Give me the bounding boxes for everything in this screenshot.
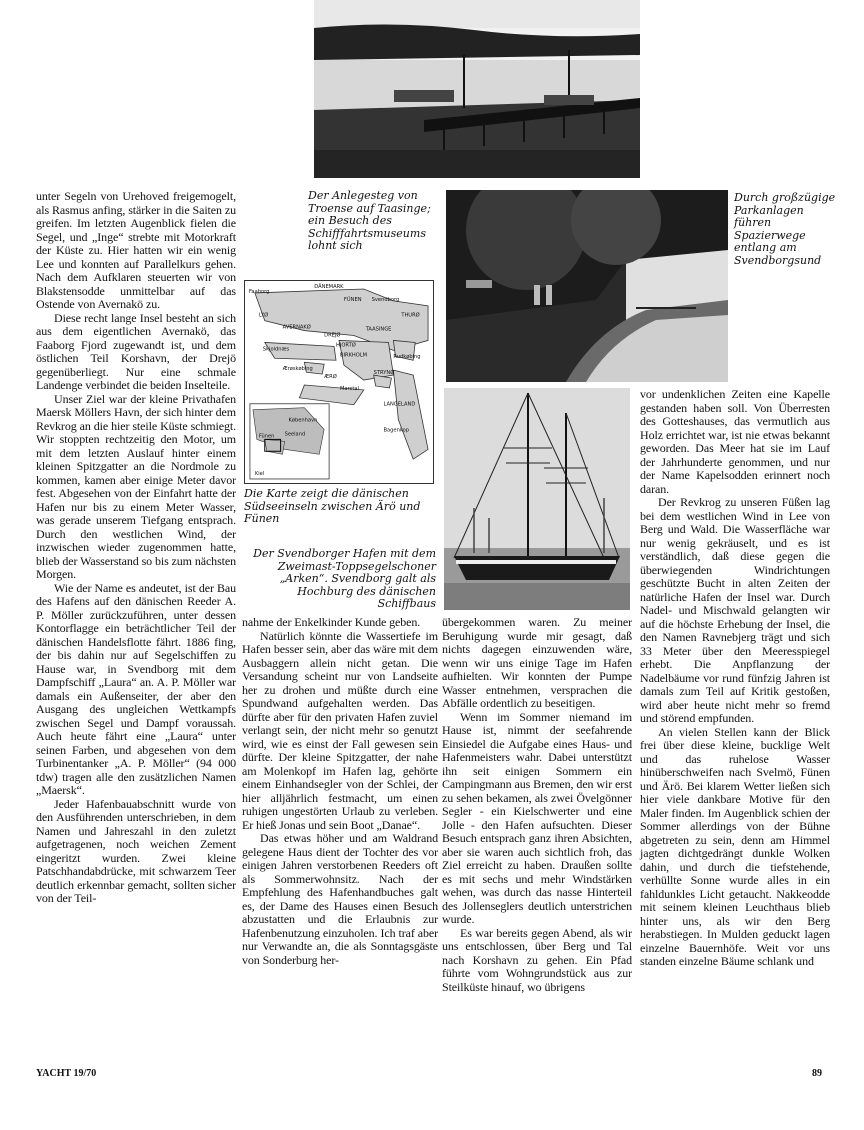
paragraph: Diese recht lange Insel besteht an sich aus dem eigentlichen Avernakö, das Faaborg Fjord zugewandt ist, und dem östlichen Teil Korshavn, der Drejö gegenüberliegt. Nur eine schmale Landenge verbindet die beiden Inselteile. bbox=[36, 310, 236, 392]
caption-park: Durch großzügige Parkanlagen führen Spazierwege entlang am Svendborgsund bbox=[734, 191, 836, 267]
schooner-photo bbox=[444, 388, 630, 610]
paragraph: Unser Ziel war der kleine Privathafen Maersk Möllers Havn, der sich hinter dem Revkrog an die hier steile Küste schmiegt. Wir stoppten rechtzeitig den Motor, um mit dem letzten Auslauf hinter einem kleinen Spitzgatter an die Nordmole zu kommen, kamen aber einige Meter davor fest. Abgesehen von der Einfahrt hatte der Hafen nur bis zu einem Meter Wasser, was gerade unserem Tiefgang entsprach. Durch den westlichen Wind, der inzwischen wieder zugenommen hatte, blieb der Wasserstand so bis zum nächsten Morgen. bbox=[36, 391, 236, 581]
map-label-skjoldnes: Skjoldnæs bbox=[262, 346, 290, 353]
paragraph: Wenn im Sommer niemand im Hause ist, nimmt der seefahrende Einsiedel die Aufgabe eines Haus- und Hafenmeisters wahr. Dabei unterstützt ihn seit einigen Sommern ein Campingmann aus Bremen, den wir erst zu sehen bekamen, als zwei Övelgönner Segler - ein Kielschwerter und eine Jolle - den Hafen aufsuchten. Dieser Besuch entsprach ganz ihren Absichten, aber sie waren auch sichtlich froh, das Ziel erreicht zu haben. Draußen sollte es mit sechs und mehr Windstärken wehen, was durch das nasse Hinterteil des Jollenseglers deutlich unterstrichen wurde. bbox=[442, 709, 632, 926]
paragraph: Wie der Name es andeutet, ist der Bau des Hafens auf den dänischen Reeder A. P. Möller zurückzuführen, unter dessen Kontorflagge ein beträchtlicher Teil der dänischen Handelsflotte fährt. 1886 fing, der bis dahin nur auf Segelschiffen zu Hause war, in Svendborg mit dem Dampfschiff „Laura“ an. A. P. Möller war damals ein Außenseiter, der aber den Ausgang des ungleichen Wettkampfs zwischen Segel und Dampf voraussah. Auch heute fährt eine „Laura“ unter seinen Farben, und abgesehen von dem Turbinentanker „A. P. Möller“ (94 000 tdw) tragen alle den zusätzlichen Namen „Maersk“. bbox=[36, 580, 236, 797]
map-label-marstal: Marstal bbox=[339, 385, 359, 392]
caption-schooner: Der Svendborger Hafen mit dem Zweimast-Toppsegelschoner „Arken“. Svendborg galt als Hochburg des dänischen Schiffbaus bbox=[253, 547, 436, 610]
map-label-langeland: LANGELAND bbox=[383, 401, 416, 408]
map-label-hjorto: HJORTØ bbox=[336, 342, 356, 349]
paragraph: nahme der Enkelkinder Kunde geben. bbox=[242, 615, 421, 629]
paragraph: übergekommen waren. Zu meiner Beruhigung wurde mir gesagt, daß nichts dagegen einzuwenden wäre, wenn wir uns einige Tage im Hafen aufhielten. Wir konnten der Pumpe Wasser entnehmen, versprachen die Abfälle ordentlich zu beseitigen. bbox=[442, 615, 632, 710]
text-column-2 bbox=[242, 616, 438, 967]
paragraph: Jeder Hafenbauabschnitt wurde von den Ausführenden unterschrieben, in dem Namen und Jahreszahl in den zuletzt aufgetragenen, noch weichen Zement eingeritzt wurden. Zwei kleine Patschhandabdrücke, mit schwarzem Teer deutlich erkennbar gemacht, sollten sicher von der Teil- bbox=[36, 796, 236, 905]
map-label-aero: ÆRØ bbox=[324, 374, 337, 381]
page-number: 89 bbox=[812, 1068, 822, 1079]
paragraph: unter Segeln von Urehoved freigemogelt, als Rasmus anfing, stärker in die Saiten zu greifen. Im letzten Augenblick fielen die Segel, und „Inge“ strebte mit Motorkraft der Küste zu. Hier hatten wir ein wenig Lee und konnten auf Parallelkurs gehen. Nach dem Aufklaren steuerten wir von Blakstensodde unmittelbar auf das Ostende von Avernakö zu. bbox=[36, 189, 236, 311]
map-label-kiel: Kiel bbox=[254, 471, 265, 478]
map-label-fuenen-inset: Fünen bbox=[258, 433, 275, 440]
map-label-svendborg: Svendborg bbox=[371, 296, 400, 303]
paragraph: Natürlich könnte die Wassertiefe im Hafen besser sein, aber das wäre mit dem Ausbaggern allein nicht getan. Die Versandung scheint nur von Landseite her zu drohen und müßte durch eine Spundwand aufgehalten werden. Das dürfte aber für den privaten Hafen zuviel verlangt sein, der nicht mehr so genutzt wird, wie es einst der Fall gewesen sein dürfte. Der kleine Spitzgatter, der nahe am Molenkopf im Hafen lag, gehörte einem Einhandsegler von der Schlei, der hier alljährlich festmacht, um einen ruhigen ungestörten Urlaub zu verleben. Er hieß Jonas und sein Boot „Danae“. bbox=[242, 628, 438, 832]
map-label-taasinge: TAASINGE bbox=[365, 326, 392, 333]
map-label-kobenhavn: København bbox=[288, 417, 318, 424]
paragraph: An vielen Stellen kann der Blick frei über diese kleine, bucklige Welt und das ruhelose Wasser hinüberschweifen nach Svelmö, Fünen und Ärö. Bei klarem Wetter ließen sich hier viele dankbare Motive für den Maler finden. Im Augenblick schien der Sommer allerdings von der Bühne abgetreten zu sein, denn am Himmel jagten dichtgedrängt dunkle Wolken dahin, und durch die tiefstehende, verhüllte Sonne wurde alles in ein fahldunkles Licht getaucht. Nakkeodde mit seinem kleinen Leuchthaus blieb hinter uns, als wir den Berg herabstiegen. In Mulden geduckt lagen einzelne Bauernhöfe. Weit vor uns standen einzelne Bäume schlank und bbox=[640, 724, 830, 968]
map-label-rudkobing: Rudkøbing bbox=[393, 354, 421, 361]
caption-map: Die Karte zeigt die dänischen Südseeinseln zwischen Ärö und Fünen bbox=[244, 487, 421, 525]
map-label-seeland: Seeland bbox=[284, 431, 306, 438]
text-column-3 bbox=[442, 616, 632, 994]
map-label-funen: FÜNEN bbox=[343, 296, 362, 303]
map-label-thuro: THURØ bbox=[401, 312, 420, 319]
footer-issue: YACHT 19/70 bbox=[36, 1068, 97, 1079]
map-label-faaborg: Faaborg bbox=[248, 288, 270, 295]
harbor-pier-photo bbox=[314, 0, 640, 178]
map-label-danemark: DÄNEMARK bbox=[314, 284, 344, 290]
text-column-1 bbox=[36, 190, 236, 906]
map-label-stryno: STRYNØ bbox=[373, 370, 395, 377]
paragraph: Es war bereits gegen Abend, als wir uns entschlossen, über Berg und Tal nach Korshavn zu gehen. Ein Pfad führte vom Wohngrundstück aus zur Steilküste hinauf, wo übrigens bbox=[442, 925, 632, 994]
paragraph: vor undenklichen Zeiten eine Kapelle gestanden haben soll. Von Überresten des Gotteshauses, das vermutlich aus Holz errichtet war, ist nie etwas bekannt geworden. Das Meer hat sie im Lauf der Jahrhunderte genommen, und nur der Name Kapelsodden erinnert noch daran. bbox=[640, 387, 830, 496]
park-photo bbox=[446, 190, 728, 382]
paragraph: Das etwas höher und am Waldrand gelegene Haus dient der Tochter des vor einigen Jahren verstorbenen Reeders oft als Sommerwohnsitz. Nach der Empfehlung des Hafenhandbuches galt es, der Dame des Hauses einen Besuch abzustatten und die Erlaubnis zur Hafenbenutzung einzuholen. Ich traf aber nur Verwandte an, die als Sonntagsgäste von Sonderburg her- bbox=[242, 831, 438, 967]
map-danish-islands bbox=[244, 280, 434, 484]
map-label-aeroskobing: Ærøskøbing bbox=[282, 366, 313, 373]
map-label-drejo: DREJØ bbox=[324, 332, 341, 339]
map-label-bagenkop: Bagenkop bbox=[383, 427, 410, 434]
map-label-birkholm: BIRKHOLM bbox=[339, 352, 368, 359]
paragraph: Der Revkrog zu unseren Füßen lag bei dem westlichen Wind in Lee von Berg und Wald. Die Wasserfläche war nur wenig gekräuselt, und es ist verständlich, daß diese gegen die überwiegenden Windrichtungen geschützte Bucht in alten Zeiten der natürliche Hafen der Insel war. Durch Nadel- und Mischwald gelangten wir auf die höchste Erhebung der Insel, die den Namen Ravnebjerg trägt und sich 33 Meter über den Meeresspiegel erhebt. Die Anpflanzung der Nadelbäume vor rund fünfzig Jahren ist damals zum Teil auf Kritik gestoßen, wird aber heute nicht mehr so fremd und störend empfunden. bbox=[640, 495, 830, 725]
caption-harbor-pier: Der Anlegesteg von Troense auf Taasinge; ein Besuch des Schifffahrtsmuseums lohnt sich bbox=[308, 189, 431, 252]
text-column-4 bbox=[640, 388, 830, 969]
map-label-lyo: LYØ bbox=[258, 312, 269, 319]
map-label-avernako: AVERNAKØ bbox=[282, 324, 311, 331]
